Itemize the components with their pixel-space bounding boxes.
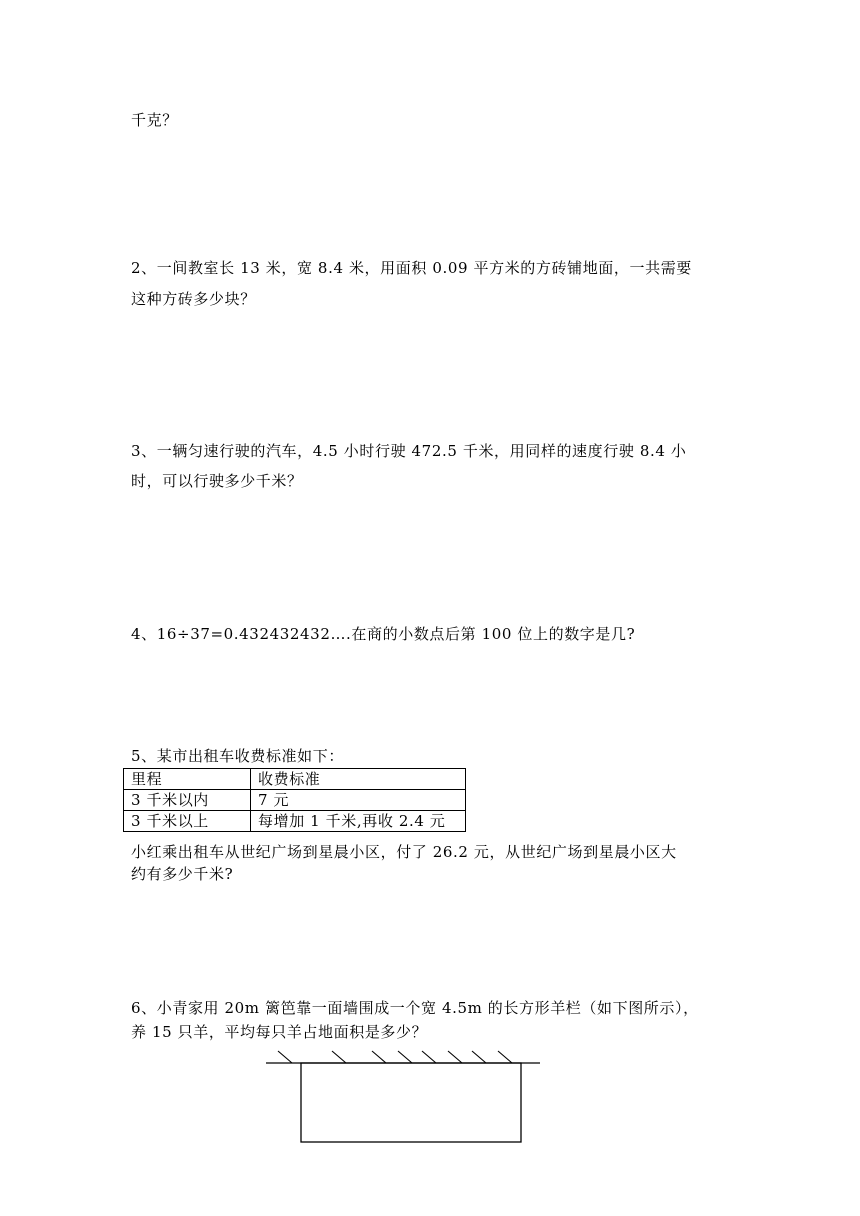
table-cell: 每增加 1 千米,再收 2.4 元 (251, 811, 466, 832)
problem-2-line-1: 2、一间教室长 13 米，宽 8.4 米，用面积 0.09 平方米的方砖铺地面，一共需要 (131, 259, 692, 277)
problem-3-line-1: 3、一辆匀速行驶的汽车，4.5 小时行驶 472.5 千米，用同样的速度行驶 8.4 小 (131, 442, 687, 460)
wall-hatching (278, 1051, 512, 1063)
problem-6-line-1: 6、小青家用 20m 篱笆靠一面墙围成一个宽 4.5m 的长方形羊栏（如下图所示）， (131, 999, 699, 1017)
table-cell: 7 元 (251, 790, 466, 811)
table-cell: 3 千米以上 (124, 811, 251, 832)
problem-3-line-2: 时，可以行驶多少千米？ (131, 472, 303, 490)
table-row (124, 790, 466, 811)
problem-2-line-2: 这种方砖多少块？ (131, 290, 256, 308)
table-cell: 3 千米以内 (124, 790, 251, 811)
problem-6-line-2: 养 15 只羊，平均每只羊占地面积是多少？ (131, 1023, 428, 1041)
problem-5-question-line-1: 小红乘出租车从世纪广场到星晨小区，付了 26.2 元，从世纪广场到星晨小区大 (131, 843, 677, 861)
fee-table (123, 768, 466, 832)
table-row (124, 769, 466, 790)
problem-5-intro: 5、某市出租车收费标准如下： (131, 747, 344, 765)
problem-4-line-1: 4、16÷37=0.432432432….在商的小数点后第 100 位上的数字是几? (131, 625, 636, 643)
fence-diagram (260, 1045, 550, 1155)
problem-5-question-line-2: 约有多少千米? (131, 865, 234, 883)
table-header-cell: 收费标准 (251, 769, 466, 790)
table-header-cell: 里程 (124, 769, 251, 790)
sheep-pen-rectangle (301, 1063, 521, 1142)
problem-1-continuation: 千克？ (131, 111, 178, 129)
table-row (124, 811, 466, 832)
